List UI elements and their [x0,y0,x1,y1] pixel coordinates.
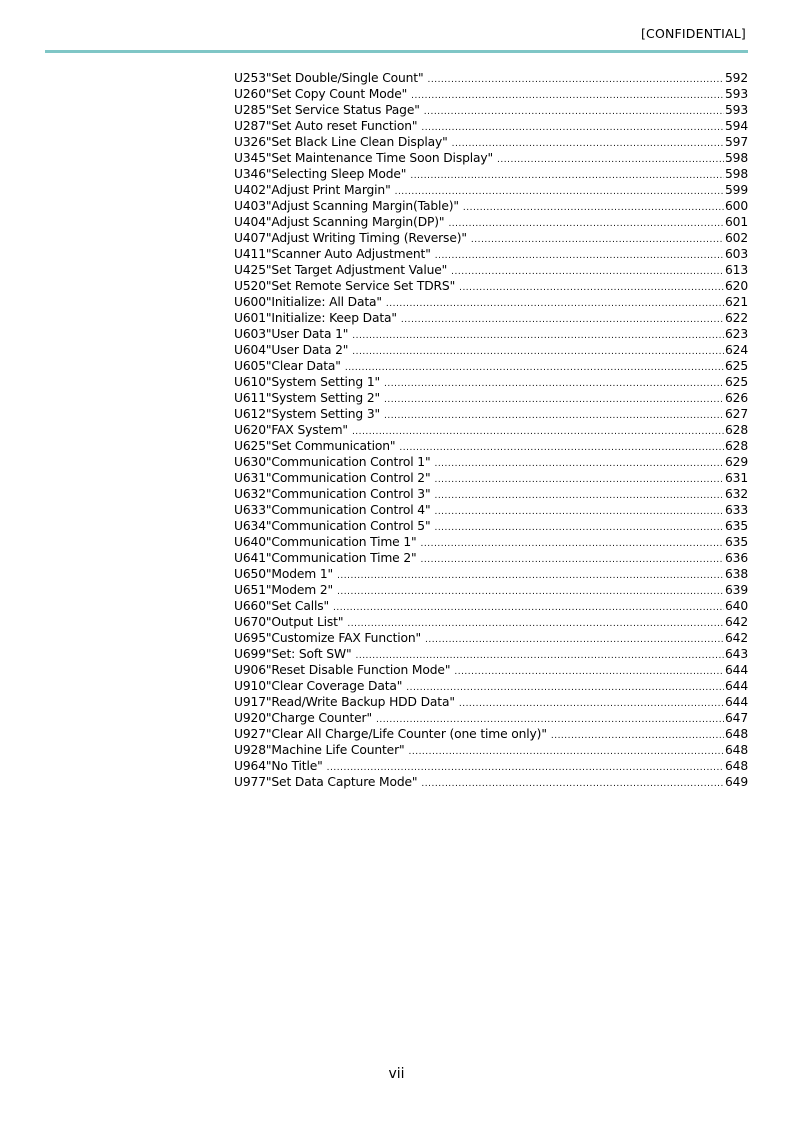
toc-leader-dots [448,216,724,232]
toc-entry[interactable] [234,630,748,646]
toc-leader-dots [471,232,724,248]
toc-entry-title: U402"Adjust Print Margin" [234,183,391,197]
toc-entry-title: U634"Communication Control 5" [234,519,431,533]
toc-entry[interactable] [234,678,748,694]
toc-entry-title: U633"Communication Control 4" [234,503,431,517]
toc-entry-page: 649 [724,775,748,789]
toc-leader-dots [425,632,724,648]
toc-entry[interactable] [234,230,748,246]
toc-entry-page: 621 [724,295,748,309]
toc-entry[interactable] [234,726,748,742]
toc-leader-dots [421,536,724,552]
toc-entry[interactable] [234,198,748,214]
toc-leader-dots [401,312,724,328]
toc-entry-page: 639 [724,583,748,597]
toc-entry[interactable] [234,662,748,678]
toc-entry-page: 628 [724,423,748,437]
toc-entry-page: 628 [724,439,748,453]
toc-entry-title: U345"Set Maintenance Time Soon Display" [234,151,494,165]
toc-entry[interactable] [234,646,748,662]
toc-entry[interactable] [234,438,748,454]
toc-entry[interactable] [234,166,748,182]
toc-entry-title: U651"Modem 2" [234,583,334,597]
toc-entry[interactable] [234,550,748,566]
toc-entry[interactable] [234,710,748,726]
toc-leader-dots [459,696,724,712]
toc-entry[interactable] [234,70,748,86]
toc-leader-dots [352,328,724,344]
toc-entry-page: 648 [724,759,748,773]
toc-leader-dots [459,280,724,296]
toc-entry-page: 593 [724,87,748,101]
toc-entry[interactable] [234,406,748,422]
toc-entry-title: U964"No Title" [234,759,323,773]
toc-entry-page: 642 [724,615,748,629]
toc-entry-page: 624 [724,343,748,357]
toc-leader-dots [424,104,724,120]
toc-leader-dots [421,552,724,568]
toc-entry[interactable] [234,486,748,502]
toc-entry[interactable] [234,774,748,790]
toc-entry-page: 602 [724,231,748,245]
toc-entry-page: 631 [724,471,748,485]
toc-entry-title: U910"Clear Coverage Data" [234,679,403,693]
toc-entry-title: U927"Clear All Charge/Life Counter (one time only)" [234,727,547,741]
toc-entry-title: U660"Set Calls" [234,599,329,613]
toc-entry-title: U612"System Setting 3" [234,407,381,421]
toc-entry[interactable] [234,614,748,630]
toc-entry-page: 592 [724,71,748,85]
toc-leader-dots [337,584,724,600]
toc-entry[interactable] [234,182,748,198]
toc-leader-dots [451,264,724,280]
toc-entry[interactable] [234,694,748,710]
toc-entry-page: 638 [724,567,748,581]
toc-entry-title: U326"Set Black Line Clean Display" [234,135,448,149]
toc-leader-dots [497,152,724,168]
header-rule [45,50,748,53]
toc-entry-title: U630"Communication Control 1" [234,455,431,469]
toc-leader-dots [427,72,723,88]
toc-entry[interactable] [234,374,748,390]
toc-leader-dots [337,568,724,584]
toc-entry-title: U650"Modem 1" [234,567,334,581]
toc-entry-title: U604"User Data 2" [234,343,349,357]
toc-entry[interactable] [234,118,748,134]
toc-leader-dots [434,488,724,504]
toc-entry[interactable] [234,742,748,758]
toc-leader-dots [410,168,724,184]
toc-entry[interactable] [234,758,748,774]
toc-leader-dots [421,120,724,136]
toc-entry-title: U403"Adjust Scanning Margin(Table)" [234,199,459,213]
toc-entry-title: U625"Set Communication" [234,439,396,453]
toc-leader-dots [434,520,724,536]
toc-entry-title: U920"Charge Counter" [234,711,372,725]
toc-entry[interactable] [234,390,748,406]
toc-entry-title: U610"System Setting 1" [234,375,381,389]
table-of-contents [234,70,748,790]
toc-entry-page: 623 [724,327,748,341]
toc-entry-page: 647 [724,711,748,725]
toc-entry-title: U640"Communication Time 1" [234,535,417,549]
toc-entry-page: 644 [724,663,748,677]
toc-leader-dots [463,200,724,216]
toc-entry-page: 643 [724,647,748,661]
toc-entry[interactable] [234,134,748,150]
toc-entry-page: 601 [724,215,748,229]
toc-entry-title: U611"System Setting 2" [234,391,381,405]
toc-leader-dots [408,744,723,760]
toc-entry-page: 594 [724,119,748,133]
toc-entry[interactable] [234,102,748,118]
toc-entry[interactable] [234,294,748,310]
toc-entry-page: 644 [724,679,748,693]
toc-entry-title: U977"Set Data Capture Mode" [234,775,418,789]
toc-entry-page: 597 [724,135,748,149]
toc-leader-dots [434,504,724,520]
toc-entry-title: U620"FAX System" [234,423,348,437]
toc-entry-title: U425"Set Target Adjustment Value" [234,263,448,277]
toc-entry-page: 600 [724,199,748,213]
toc-leader-dots [333,600,724,616]
toc-entry-title: U641"Communication Time 2" [234,551,417,565]
toc-entry[interactable] [234,86,748,102]
toc-entry-page: 633 [724,503,748,517]
toc-entry-title: U285"Set Service Status Page" [234,103,420,117]
toc-entry[interactable] [234,326,748,342]
toc-entry[interactable] [234,598,748,614]
toc-entry[interactable] [234,342,748,358]
toc-leader-dots [435,248,724,264]
toc-entry-title: U600"Initialize: All Data" [234,295,382,309]
toc-entry-page: 626 [724,391,748,405]
toc-entry-title: U520"Set Remote Service Set TDRS" [234,279,456,293]
toc-entry[interactable] [234,518,748,534]
toc-entry-title: U632"Communication Control 3" [234,487,431,501]
toc-leader-dots [434,456,724,472]
toc-entry-title: U260"Set Copy Count Mode" [234,87,408,101]
toc-entry-title: U928"Machine Life Counter" [234,743,405,757]
toc-entry-title: U695"Customize FAX Function" [234,631,422,645]
toc-entry[interactable] [234,150,748,166]
toc-entry[interactable] [234,214,748,230]
toc-entry[interactable] [234,278,748,294]
toc-entry-page: 635 [724,519,748,533]
toc-entry-title: U601"Initialize: Keep Data" [234,311,397,325]
toc-entry-title: U603"User Data 1" [234,327,349,341]
toc-entry-title: U346"Selecting Sleep Mode" [234,167,407,181]
toc-entry-page: 625 [724,359,748,373]
toc-leader-dots [345,360,724,376]
toc-entry-page: 644 [724,695,748,709]
toc-entry[interactable] [234,582,748,598]
toc-entry-title: U605"Clear Data" [234,359,341,373]
toc-entry-page: 603 [724,247,748,261]
toc-entry-title: U699"Set: Soft SW" [234,647,352,661]
toc-entry[interactable] [234,246,748,262]
toc-entry-page: 642 [724,631,748,645]
confidential-label: [CONFIDENTIAL] [640,26,746,41]
toc-entry-page: 629 [724,455,748,469]
toc-leader-dots [384,376,724,392]
toc-leader-dots [434,472,724,488]
toc-leader-dots [352,344,724,360]
toc-entry-title: U253"Set Double/Single Count" [234,71,424,85]
toc-leader-dots [421,776,724,792]
toc-entry[interactable] [234,470,748,486]
toc-entry-page: 648 [724,743,748,757]
toc-entry-page: 599 [724,183,748,197]
toc-entry-page: 640 [724,599,748,613]
toc-entry-page: 613 [724,263,748,277]
toc-entry-page: 648 [724,727,748,741]
toc-entry-title: U407"Adjust Writing Timing (Reverse)" [234,231,467,245]
toc-entry[interactable] [234,502,748,518]
toc-entry[interactable] [234,422,748,438]
toc-leader-dots [384,408,724,424]
toc-entry-title: U404"Adjust Scanning Margin(DP)" [234,215,445,229]
toc-entry-title: U670"Output List" [234,615,344,629]
toc-leader-dots [411,88,724,104]
toc-entry-title: U411"Scanner Auto Adjustment" [234,247,431,261]
toc-leader-dots [386,296,724,312]
toc-entry-page: 625 [724,375,748,389]
toc-entry[interactable] [234,310,748,326]
toc-leader-dots [352,424,724,440]
toc-entry-title: U906"Reset Disable Function Mode" [234,663,451,677]
toc-entry-title: U917"Read/Write Backup HDD Data" [234,695,455,709]
toc-leader-dots [551,728,724,744]
toc-entry[interactable] [234,358,748,374]
toc-leader-dots [384,392,724,408]
toc-entry[interactable] [234,454,748,470]
toc-entry-page: 622 [724,311,748,325]
page-number: vii [388,1066,405,1082]
toc-entry-page: 593 [724,103,748,117]
toc-entry[interactable] [234,566,748,582]
toc-entry-page: 598 [724,151,748,165]
toc-entry-page: 636 [724,551,748,565]
toc-entry-title: U631"Communication Control 2" [234,471,431,485]
toc-entry-title: U287"Set Auto reset Function" [234,119,418,133]
toc-entry-page: 620 [724,279,748,293]
toc-entry-page: 627 [724,407,748,421]
toc-entry[interactable] [234,534,748,550]
toc-leader-dots [399,440,724,456]
toc-entry-page: 598 [724,167,748,181]
toc-entry-page: 635 [724,535,748,549]
toc-entry[interactable] [234,262,748,278]
toc-entry-page: 632 [724,487,748,501]
toc-leader-dots [454,664,724,680]
